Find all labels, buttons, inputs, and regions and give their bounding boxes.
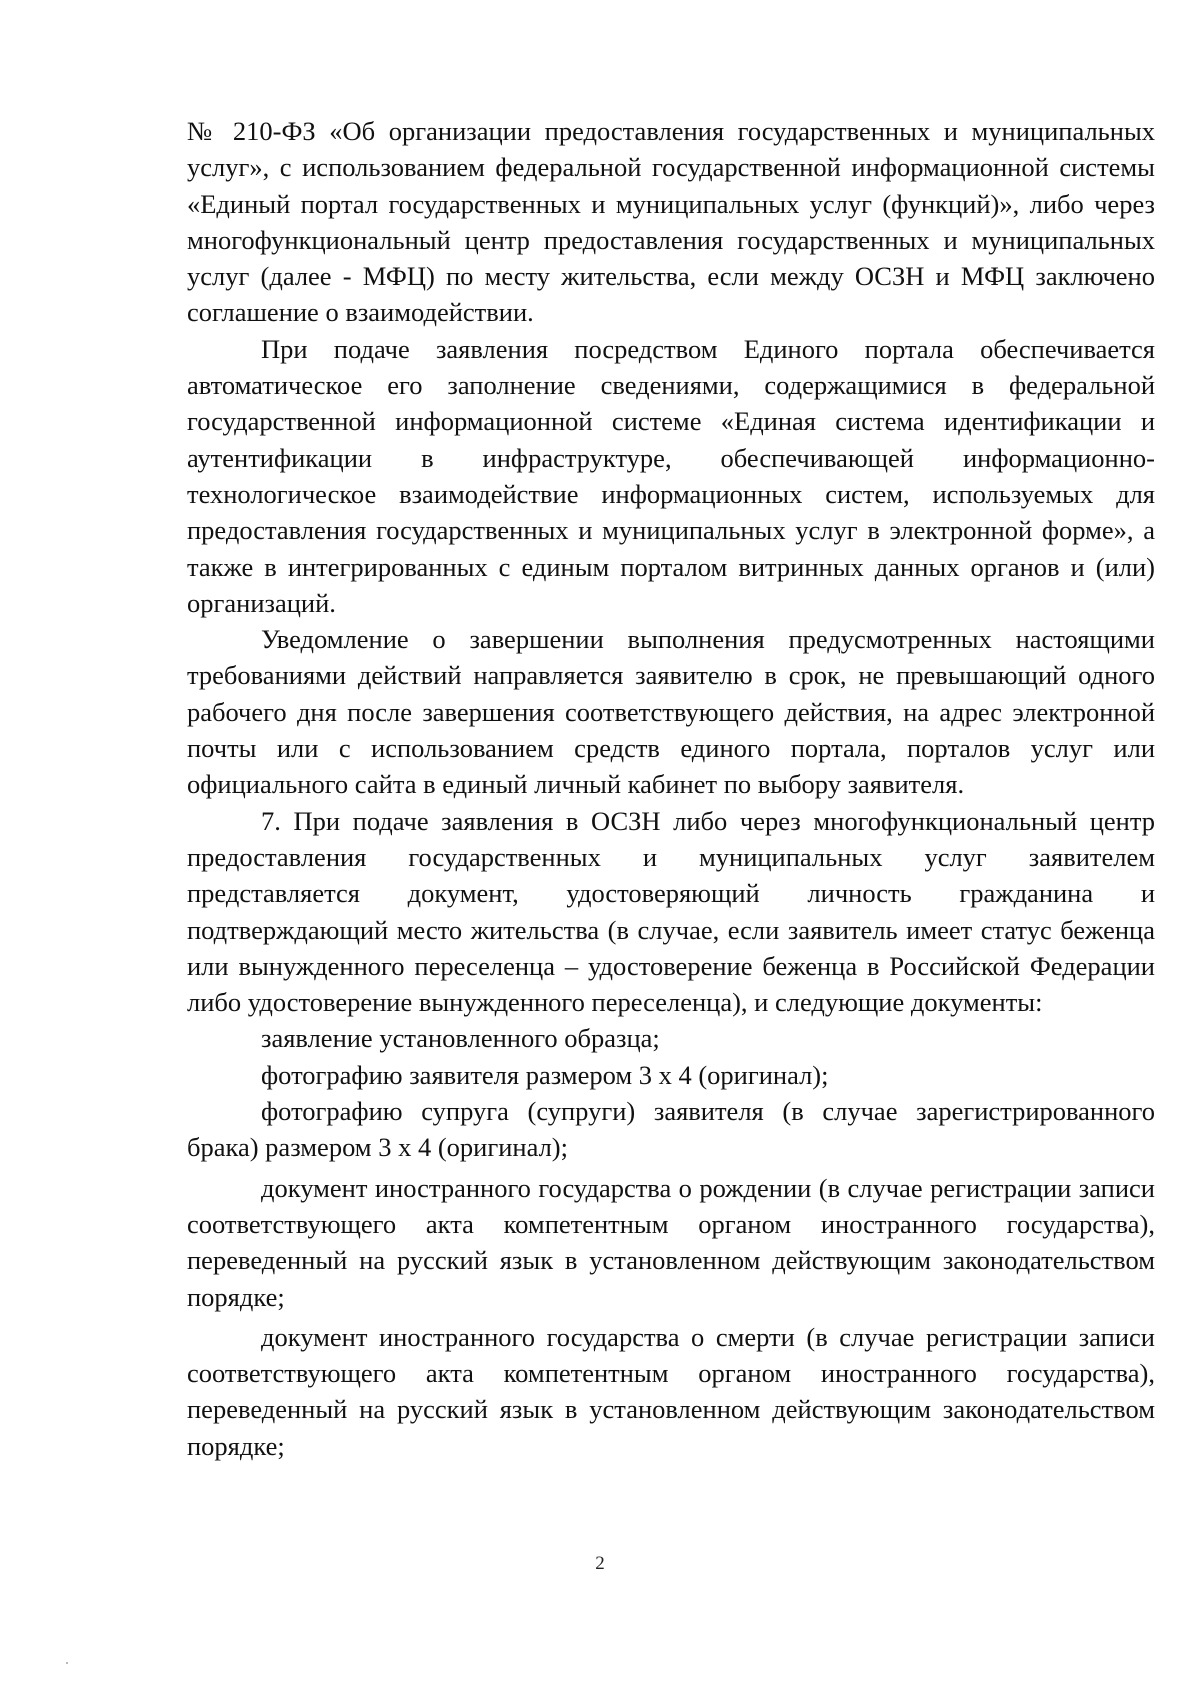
list-item-application: заявление установленного образца; bbox=[261, 1023, 660, 1054]
list-item-death-document: документ иностранного государства о смерти (в случае регистрации записи соответствующего акта компетентным органом иностранного государства), переведенный на русский язык в установленном действующим законодательством порядке; bbox=[187, 1321, 1155, 1461]
list-item-spouse-photo: фотографию супруга (супруги) заявителя (в случае зарегистрированного брака) размером 3 х 4 (оригинал); bbox=[187, 1096, 1155, 1163]
document-page bbox=[187, 113, 1155, 1464]
list-item-birth-document: документ иностранного государства о рождении (в случае регистрации записи соответствующего акта компетентным органом иностранного государства), переведенный на русский язык в установленном действующим законодательством порядке; bbox=[187, 1172, 1155, 1312]
paragraph-unified-portal: При подаче заявления посредством Единого портала обеспечивается автоматическое его заполнение сведениями, содержащимися в федеральной государственной информационной системе «Единая система идентификации и аутентификации в инфраструктуре, обеспечивающей информационно-технологическое взаимодействие информационных систем, используемых для предоставления государственных и муниципальных услуг в электронной форме», а также в интегрированных с единым порталом витринных данных органов и (или) организаций. bbox=[187, 333, 1155, 618]
paragraph-section-7: 7. При подаче заявления в ОСЗН либо через многофункциональный центр предоставления государственных и муниципальных услуг заявителем представляется документ, удостоверяющий личность гражданина и подтверждающий место жительства (в случае, если заявитель имеет статус беженца или вынужденного переселенца – удостоверение беженца в Российской Федерации либо удостоверение вынужденного переселенца), и следующие документы: bbox=[187, 805, 1155, 1018]
list-item-applicant-photo: фотографию заявителя размером 3 х 4 (оригинал); bbox=[261, 1059, 829, 1090]
paragraph-law-reference: № 210-ФЗ «Об организации предоставления государственных и муниципальных услуг», с использованием федеральной государственной информационной системы «Единый портал государственных и муниципальных услуг (функций)», либо через многофункциональный центр предоставления государственных и муниципальных услуг (далее - МФЦ) по месту жительства, если между ОСЗН и МФЦ заключено соглашение о взаимодействии. bbox=[187, 116, 1155, 328]
page-number: 2 bbox=[595, 1553, 605, 1574]
paragraph-notification: Уведомление о завершении выполнения предусмотренных настоящими требованиями действий направляется заявителю в срок, не превышающий одного рабочего дня после завершения соответствующего действия, на адрес электронной почты или с использованием средств единого портала, порталов услуг или официального сайта в единый личный кабинет по выбору заявителя. bbox=[187, 624, 1155, 800]
scan-speck bbox=[66, 1662, 68, 1664]
